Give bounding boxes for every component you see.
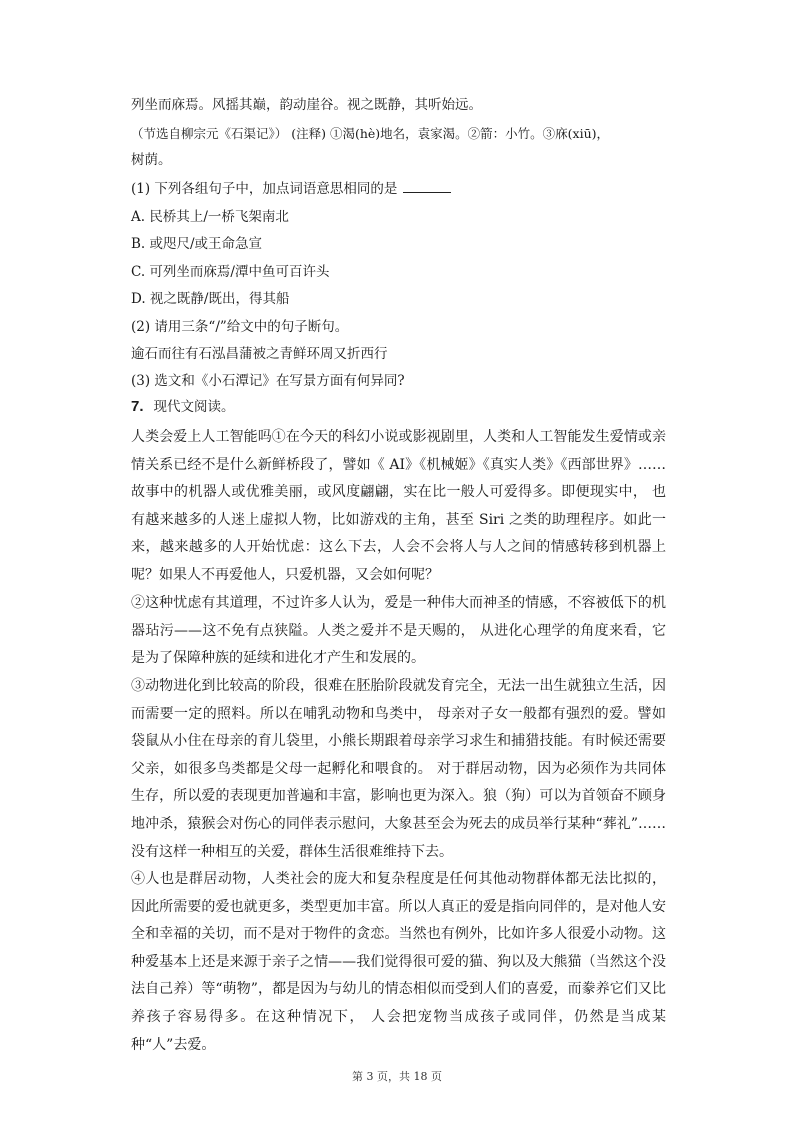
option-b: B. 或咫尺/或王命急宣: [131, 236, 263, 252]
passage-note-line2: 树荫。: [131, 152, 172, 168]
answer-blank[interactable]: [403, 182, 451, 193]
article-paragraph-2: ②这种忧虑有其道理，不过许多人认为，爱是一种伟大而神圣的情感，不容被低下的机器玷污——这不免有点狭隘。人类之爱并不是天赐的， 从进化心理学的角度来看，它是为了保障种族的延续和进化才产生和发展的。: [131, 595, 666, 667]
option-d: D. 视之既静/既出，得其船: [131, 291, 290, 307]
question-3-stem: (3) 选文和《小石潭记》在写景方面有何异同?: [131, 373, 405, 389]
question-1-text: (1) 下列各组句子中，加点词语意思相同的是: [131, 181, 398, 197]
question-1-stem: [131, 180, 671, 198]
section-7-heading: [131, 398, 671, 416]
article-paragraph-3: ③动物进化到比较高的阶段，很难在胚胎阶段就发育完全，无法一出生就独立生活，因而需要一定的照料。所以在哺乳动物和鸟类中， 母亲对子女一般都有强烈的爱。譬如袋鼠从小住在母亲的育儿袋里，小熊长期跟着母亲学习求生和捕猎技能。有时候还需要父亲，如很多鸟类都是父母一起孵化和喂食的。 对于群居动物，因为必须作为共同体生存，所以爱的表现更加普遍和丰富，影响也更为深入。狼（狗）可以为首领奋不顾身地冲杀，猿猴会对伤心的同伴表示慰问，大象甚至会为死去的成员举行某种“葬礼”……没有这样一种相互的关爱，群体生活很难维持下去。: [131, 678, 666, 860]
passage-line: 列坐而庥焉。风摇其巅，韵动崖谷。视之既静，其听始远。: [131, 97, 482, 113]
page-footer: 第 3 页，共 18 页: [352, 1070, 442, 1083]
question-2-stem: (2) 请用三条“/”给文中的句子断句。: [131, 319, 349, 335]
article-paragraph-1: 人类会爱上人工智能吗①在今天的科幻小说或影视剧里，人类和人工智能发生爱情或亲情关系已经不是什么新鲜桥段了，譬如《 AI》《机械姬》《真实人类》《西部世界》……故事中的机器人或优雅美丽，或风度翩翩，实在比一般人可爱得多。即便现实中， 也有越来越多的人迷上虚拟人物，比如游戏的主角，甚至 Siri 之类的助理程序。如此一来，越来越多的人开始忧虑：这么下去，人会不会将人与人之间的情感转移到机器上呢？如果人不再爱他人，只爱机器，又会如何呢？: [131, 429, 666, 583]
section-title: 现代文阅读。: [153, 399, 235, 415]
question-2-sentence: 逾石而往有石泓昌蒲被之青鲜环周又折西行: [131, 346, 388, 362]
option-a: A. 民桥其上/一桥飞架南北: [131, 209, 289, 225]
article-paragraph-4: ④人也是群居动物，人类社会的庞大和复杂程度是任何其他动物群体都无法比拟的， 因此所需要的爱也就更多，类型更加丰富。所以人真正的爱是指向同伴的，是对他人安全和幸福的关切，而不是对于物件的贪恋。当然也有例外，比如许多人很爱小动物。这种爱基本上还是来源于亲子之情——我们觉得很可爱的猫、狗以及大熊猫（当然这个没法自己养）等“萌物”，都是因为与幼儿的情态相似而受到人们的喜爱，而豢养它们又比养孩子容易得多。在这种情况下， 人会把宠物当成孩子或同伴，仍然是当成某种“人”去爱。: [131, 871, 666, 1053]
option-c: C. 可列坐而庥焉/潭中鱼可百许头: [131, 264, 330, 280]
passage-note-line1: （节选自柳宗元《石渠记》） (注释) ①渴(hè)地名，袁家渴。②箭：小竹。③庥(xiū)，: [131, 126, 610, 141]
section-number: 7.: [131, 398, 144, 415]
